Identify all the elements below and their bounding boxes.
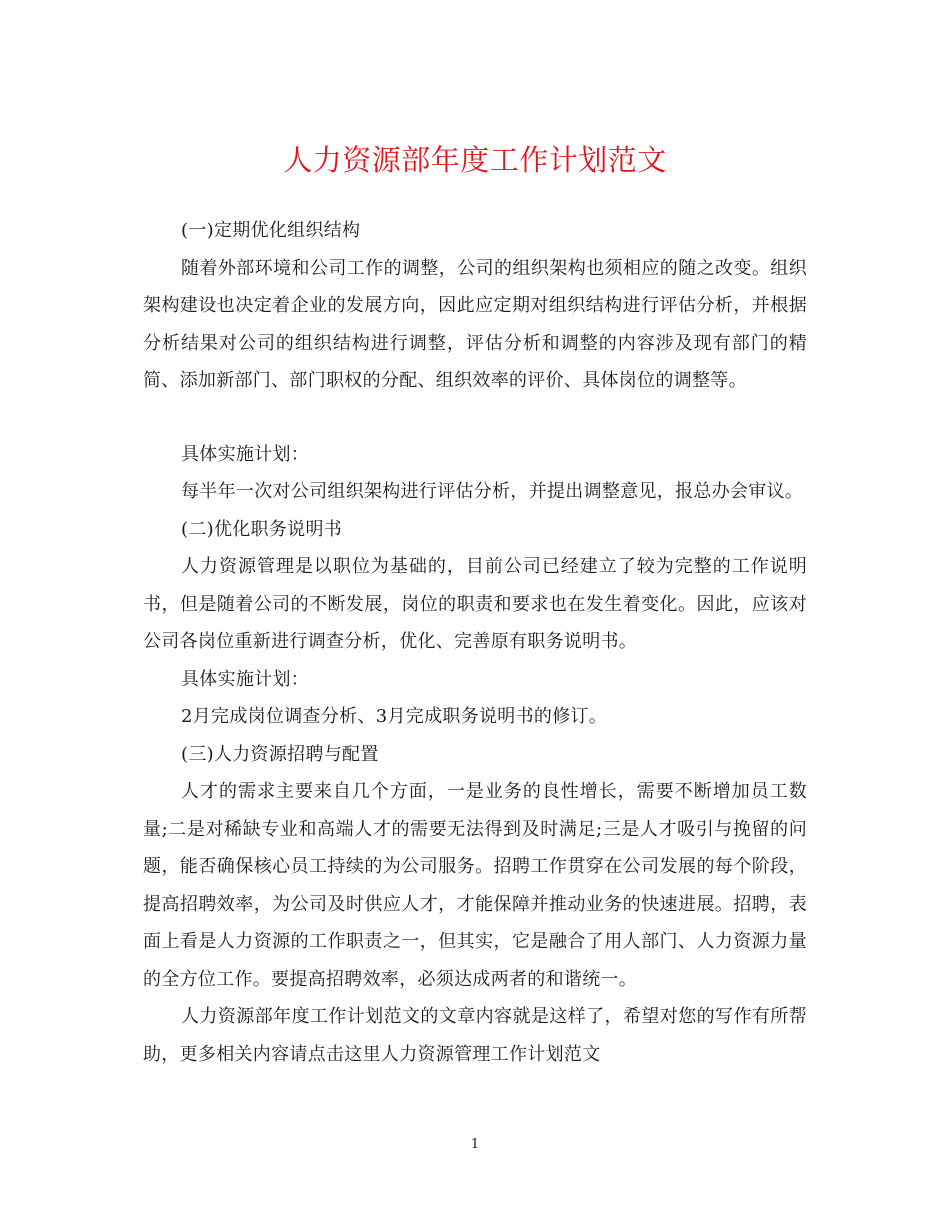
page-number: 1 bbox=[470, 1137, 480, 1152]
body-paragraph: 2月完成岗位调查分析、3月完成职务说明书的修订。 bbox=[181, 706, 608, 727]
section-heading-3: (三)人力资源招聘与配置 bbox=[181, 743, 379, 765]
body-paragraph: 随着外部环境和公司工作的调整，公司的组织架构也须相应的随之改变。组织架构建设也决定着企业的发展方向，因此应定期对组织结构进行评估分析，并根据分析结果对公司的组织结构进行调整，评估分析和调整的内容涉及现有部门的精简、添加新部门、部门职权的分配、组织效率的评价、具体岗位的调整等。 bbox=[143, 257, 807, 391]
plan-label: 具体实施计划： bbox=[181, 443, 310, 465]
document-title: 人力资源部年度工作计划范文 bbox=[283, 143, 667, 177]
closing-paragraph: 人力资源部年度工作计划范文的文章内容就是这样了，希望对您的写作有所帮助，更多相关内容请点击这里人力资源管理工作计划范文 bbox=[143, 1006, 807, 1065]
body-paragraph: 每半年一次对公司组织架构进行评估分析，并提出调整意见，报总办会审议。 bbox=[181, 481, 804, 502]
document-body bbox=[143, 212, 807, 1073]
section-heading-1: (一)定期优化组织结构 bbox=[181, 220, 361, 241]
section-heading-2: (二)优化职务说明书 bbox=[181, 518, 343, 540]
body-paragraph: 人才的需求主要来自几个方面，一是业务的良性增长，需要不断增加员工数量;二是对稀缺专业和高端人才的需要无法得到及时满足;三是人才吸引与挽留的问题，能否确保核心员工持续的为公司服务。招聘工作贯穿在公司发展的每个阶段，提高招聘效率，为公司及时供应人才，才能保障并推动业务的快速进展。招聘，表面上看是人力资源的工作职责之一，但其实，它是融合了用人部门、人力资源力量的全方位工作。要提高招聘效率，必须达成两者的和谐统一。 bbox=[143, 781, 807, 990]
plan-label: 具体实施计划： bbox=[181, 668, 310, 690]
body-paragraph: 人力资源管理是以职位为基础的，目前公司已经建立了较为完整的工作说明书，但是随着公司的不断发展，岗位的职责和要求也在发生着变化。因此，应该对公司各岗位重新进行调查分析，优化、完善原有职务说明书。 bbox=[143, 556, 807, 652]
paragraph-gap bbox=[143, 400, 807, 436]
